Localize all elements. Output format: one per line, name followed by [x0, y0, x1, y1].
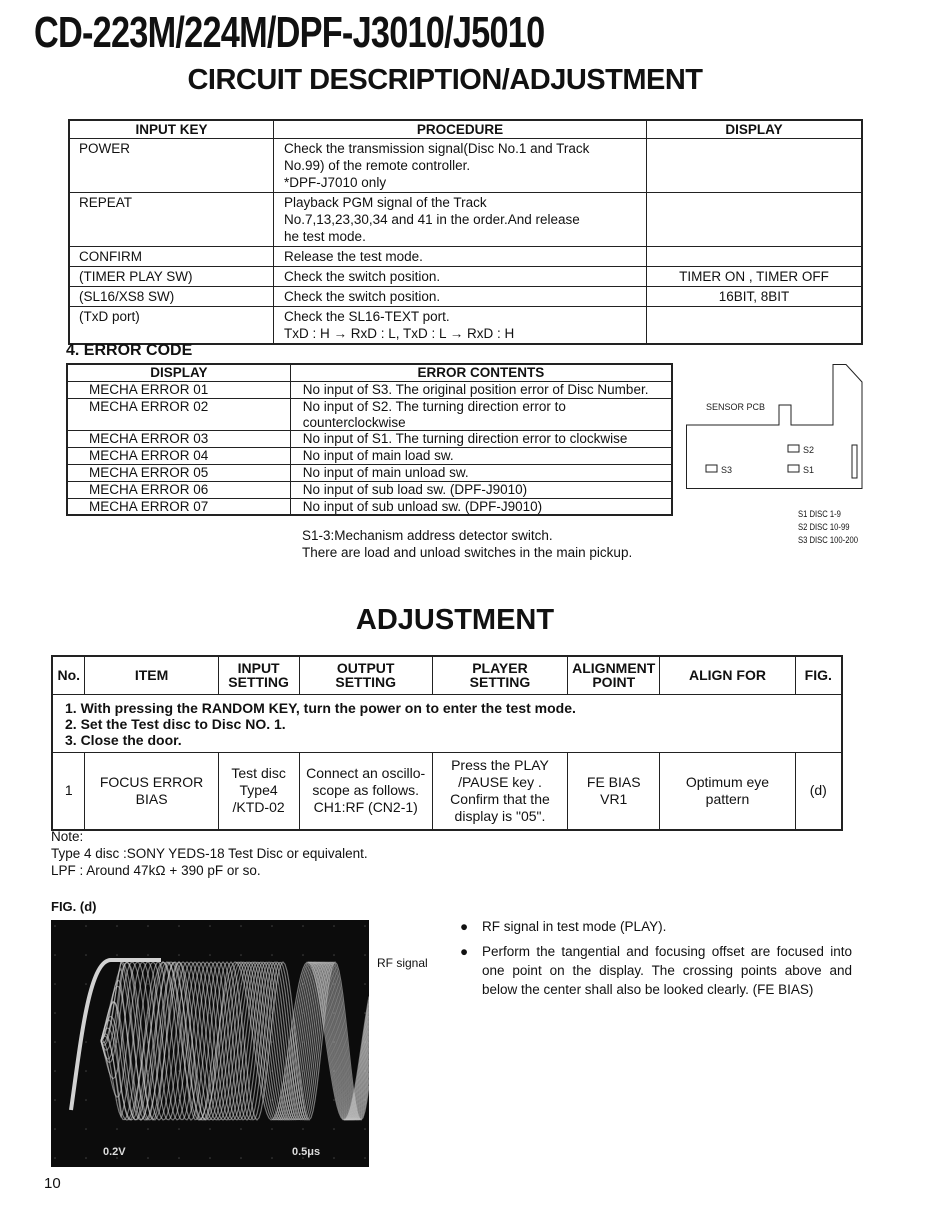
cell-input-key: (TxD port): [69, 307, 274, 345]
adjustment-notes: [51, 828, 368, 879]
grid-dot: [147, 954, 149, 956]
cell-procedure: [274, 267, 647, 287]
error-content-line: No input of sub load sw. (DPF-J9010): [302, 481, 528, 497]
grid-dot: [271, 925, 273, 927]
grid-dot: [116, 1128, 118, 1130]
error-content-line: No input of sub unload sw. (DPF-J9010): [302, 498, 543, 514]
grid-dot: [333, 925, 335, 927]
grid-dot: [147, 1157, 149, 1159]
grid-dot: [147, 925, 149, 927]
col-item: ITEM: [85, 656, 218, 694]
col-error-display: DISPLAY: [67, 364, 290, 382]
cell-procedure: [274, 247, 647, 267]
cell-item: [85, 752, 218, 830]
procedure-line: Release the test mode.: [284, 249, 423, 264]
error-code-row: [67, 481, 672, 498]
grid-dot: [302, 1128, 304, 1130]
cell-display: [647, 307, 862, 345]
step-line: 3. Close the door.: [65, 731, 182, 748]
cell-line: Confirm that the: [450, 790, 550, 807]
grid-dot: [240, 1157, 242, 1159]
cell-line: scope as follows.: [312, 782, 419, 798]
cell-error-display: MECHA ERROR 07: [67, 498, 290, 515]
cell-display: [647, 247, 862, 267]
cell-error-content: [290, 448, 672, 465]
cell-error-content: [290, 382, 672, 399]
grid-dot: [209, 925, 211, 927]
cell-display: [647, 193, 862, 247]
grid-dot: [364, 1157, 366, 1159]
error-note-line: S1-3:Mechanism address detector switch.: [302, 528, 553, 543]
procedure-line: *DPF-J7010 only: [284, 175, 387, 190]
grid-dot: [240, 925, 242, 927]
grid-dot: [85, 983, 87, 985]
cell-error-display: MECHA ERROR 03: [67, 431, 290, 448]
cell-line: Type4: [239, 782, 278, 798]
cell-display: TIMER ON , TIMER OFF: [647, 267, 862, 287]
grid-dot: [209, 1128, 211, 1130]
grid-dot: [178, 1157, 180, 1159]
bullet-text: Perform the tangential and focusing offset are focused into one point on the display. The crossing points above and below the center shall also be looked clearly. (FE BIAS): [482, 944, 852, 997]
disc-legend: [798, 508, 858, 547]
grid-dot: [364, 925, 366, 927]
model-title: CD-223M/224M/DPF-J3010/J5010: [34, 8, 545, 57]
legend-line: S2 DISC 10-99: [798, 522, 850, 532]
grid-dot: [147, 983, 149, 985]
cell-procedure: [274, 193, 647, 247]
grid-dot: [54, 1041, 56, 1043]
grid-dot: [333, 954, 335, 956]
grid-dot: [54, 954, 56, 956]
grid-dot: [85, 1041, 87, 1043]
adjustment-table: [51, 655, 843, 831]
adjustment-heading: ADJUSTMENT: [355, 604, 555, 636]
error-code-rows: [67, 382, 672, 516]
cell-point: [568, 752, 660, 830]
grid-dot: [54, 1012, 56, 1014]
procedure-line: he test mode.: [284, 229, 366, 244]
error-content-line: No input of main load sw.: [302, 448, 454, 464]
cell-line: FOCUS ERROR: [99, 773, 204, 790]
error-code-row: [67, 498, 672, 515]
cell-fig: (d): [795, 752, 842, 830]
cell-display: [647, 139, 862, 193]
error-code-row: [67, 382, 672, 399]
col-error-contents: ERROR CONTENTS: [290, 364, 672, 382]
procedure-steps: [52, 694, 842, 752]
grid-dot: [147, 1128, 149, 1130]
cell-error-content: [290, 481, 672, 498]
bullet-dot-icon: ●: [460, 919, 469, 934]
page-number: 10: [44, 1175, 61, 1192]
grid-dot: [333, 1157, 335, 1159]
oscilloscope-image: [51, 920, 369, 1167]
cell-error-content: [290, 498, 672, 515]
procedure-line: Check the switch position.: [284, 289, 441, 304]
error-content-line: No input of S3. The original position error of Disc Number.: [302, 382, 649, 397]
cell-display: 16BIT, 8BIT: [647, 287, 862, 307]
grid-dot: [85, 954, 87, 956]
bullet-text: RF signal in test mode (PLAY).: [482, 919, 667, 934]
input-key-row: [69, 307, 862, 345]
cell-error-display: MECHA ERROR 01: [67, 382, 290, 399]
procedure-line: No.99) of the remote controller.: [284, 158, 471, 173]
pcb-outline: [687, 365, 863, 489]
input-key-table: [68, 119, 863, 345]
error-code-row: [67, 448, 672, 465]
note-line: LPF : Around 47kΩ + 390 pF or so.: [51, 863, 261, 878]
col-no: No.: [52, 656, 85, 694]
bullet-dot-icon: ●: [460, 944, 469, 959]
grid-dot: [364, 1012, 366, 1014]
grid-dot: [271, 1128, 273, 1130]
procedure-line: No.7,13,23,30,34 and 41 in the order.And release: [284, 212, 580, 227]
error-code-row: [67, 431, 672, 448]
cell-error-display: MECHA ERROR 06: [67, 481, 290, 498]
error-notes: [302, 527, 632, 561]
procedure-line: Check the switch position.: [284, 269, 441, 284]
input-key-rows: [69, 139, 862, 345]
col-procedure: PROCEDURE: [274, 120, 647, 139]
col-fig: FIG.: [795, 656, 842, 694]
cell-output: [299, 752, 432, 830]
cell-line: Connect an oscillo-: [306, 765, 426, 781]
grid-dot: [54, 983, 56, 985]
cell-input-key: (SL16/XS8 SW): [69, 287, 274, 307]
cell-player: [432, 752, 567, 830]
cell-error-display: MECHA ERROR 05: [67, 464, 290, 481]
grid-dot: [85, 1128, 87, 1130]
grid-dot: [364, 954, 366, 956]
cell-error-content: [290, 398, 672, 431]
cell-input-key: CONFIRM: [69, 247, 274, 267]
grid-dot: [240, 954, 242, 956]
eye-pattern: [51, 920, 369, 1167]
s2-switch: [788, 445, 799, 452]
procedure-line: Playback PGM signal of the Track: [284, 195, 487, 210]
grid-dot: [271, 1157, 273, 1159]
error-code-table: [66, 363, 673, 516]
error-code-heading: 4. ERROR CODE: [66, 342, 193, 359]
grid-dot: [302, 925, 304, 927]
cell-input-key: (TIMER PLAY SW): [69, 267, 274, 287]
input-key-row: [69, 247, 862, 267]
col-alignment-point: ALIGNMENT POINT: [568, 656, 660, 694]
page-title: CIRCUIT DESCRIPTION/ADJUSTMENT: [187, 64, 703, 96]
grid-dot: [54, 1128, 56, 1130]
grid-dot: [116, 954, 118, 956]
pcb-label: SENSOR PCB: [706, 402, 766, 412]
cell-input-key: POWER: [69, 139, 274, 193]
input-key-row: [69, 287, 862, 307]
cell-error-display: MECHA ERROR 02: [67, 398, 290, 431]
grid-dot: [116, 925, 118, 927]
grid-dot: [54, 1157, 56, 1159]
procedure-line: TxD : H → RxD : L, TxD : L → RxD : H: [284, 326, 515, 341]
input-key-row: [69, 193, 862, 247]
note-line: Note:: [51, 829, 84, 844]
cell-procedure: [274, 139, 647, 193]
cell-line: Press the PLAY: [451, 756, 549, 773]
error-note-line: There are load and unload switches in the main pickup.: [302, 545, 633, 560]
grid-dot: [85, 1157, 87, 1159]
grid-dot: [178, 1128, 180, 1130]
s3-switch: [706, 465, 717, 472]
grid-dot: [54, 925, 56, 927]
cell-input: [218, 752, 299, 830]
step-line: 1. With pressing the RANDOM KEY, turn the power on to enter the test mode.: [65, 699, 576, 716]
error-content-line: counterclockwise: [302, 414, 406, 430]
s1-label: S1: [803, 465, 815, 475]
col-input-key: INPUT KEY: [69, 120, 274, 139]
cell-error-content: [290, 464, 672, 481]
grid-dot: [85, 1070, 87, 1072]
cell-error-content: [290, 431, 672, 448]
grid-dot: [54, 1099, 56, 1101]
cell-line: BIAS: [135, 790, 168, 807]
grid-dot: [54, 1070, 56, 1072]
grid-dot: [85, 1099, 87, 1101]
figure-bullets: [460, 917, 852, 999]
col-input-setting: INPUT SETTING: [218, 656, 299, 694]
error-content-line: No input of main unload sw.: [302, 464, 469, 480]
cell-align: [660, 752, 795, 830]
grid-dot: [85, 925, 87, 927]
grid-dot: [333, 1128, 335, 1130]
col-align-for: ALIGN FOR: [660, 656, 795, 694]
s3-label: S3: [721, 465, 733, 475]
bullet-item: [460, 942, 852, 999]
legend-line: S1 DISC 1-9: [798, 509, 841, 519]
s2-label: S2: [803, 445, 815, 455]
s1-switch: [788, 465, 799, 472]
grid-dot: [364, 983, 366, 985]
cell-input-key: REPEAT: [69, 193, 274, 247]
grid-dot: [209, 1157, 211, 1159]
col-output-setting: OUTPUT SETTING: [299, 656, 432, 694]
procedure-line: Check the transmission signal(Disc No.1 and Track: [284, 141, 590, 156]
note-line: Type 4 disc :SONY YEDS-18 Test Disc or equivalent.: [51, 846, 368, 861]
error-code-row: [67, 398, 672, 431]
error-content-line: No input of S1. The turning direction error to clockwise: [302, 431, 628, 447]
cell-no: 1: [52, 752, 85, 830]
grid-dot: [302, 954, 304, 956]
legend-line: S3 DISC 100-200: [798, 535, 858, 545]
cell-line: CH1:RF (CN2-1): [313, 799, 418, 815]
input-key-row: [69, 139, 862, 193]
grid-dot: [209, 954, 211, 956]
cell-error-display: MECHA ERROR 04: [67, 448, 290, 465]
grid-dot: [178, 954, 180, 956]
cell-line: pattern: [705, 790, 750, 807]
col-player-setting: PLAYER SETTING: [432, 656, 567, 694]
cell-procedure: [274, 307, 647, 345]
scope-volt-label: 0.2V: [103, 1146, 126, 1158]
figure-label: FIG. (d): [51, 899, 97, 914]
procedure-line: Check the SL16-TEXT port.: [284, 309, 450, 324]
input-key-row: [69, 267, 862, 287]
cell-procedure: [274, 287, 647, 307]
col-display: DISPLAY: [647, 120, 862, 139]
connector: [852, 445, 857, 478]
error-content-line: No input of S2. The turning direction error to: [302, 398, 566, 414]
grid-dot: [240, 1128, 242, 1130]
cell-line: FE BIAS: [586, 773, 641, 790]
adjustment-row: [52, 752, 842, 830]
grid-dot: [364, 1128, 366, 1130]
cell-line: display is "05".: [454, 807, 546, 824]
cell-line: Optimum eye: [685, 773, 770, 790]
scope-time-label: 0.5μs: [292, 1146, 321, 1158]
error-code-row: [67, 464, 672, 481]
cell-line: /PAUSE key .: [458, 773, 542, 790]
cell-line: Test disc: [231, 765, 286, 781]
sensor-pcb-diagram: [686, 364, 863, 490]
step-line: 2. Set the Test disc to Disc NO. 1.: [65, 715, 286, 732]
grid-dot: [271, 954, 273, 956]
cell-line: /KTD-02: [232, 799, 285, 815]
rf-signal-label: RF signal: [377, 956, 428, 970]
grid-dot: [178, 925, 180, 927]
grid-dot: [333, 1099, 335, 1101]
cell-line: VR1: [600, 790, 628, 807]
bullet-item: [460, 917, 852, 936]
